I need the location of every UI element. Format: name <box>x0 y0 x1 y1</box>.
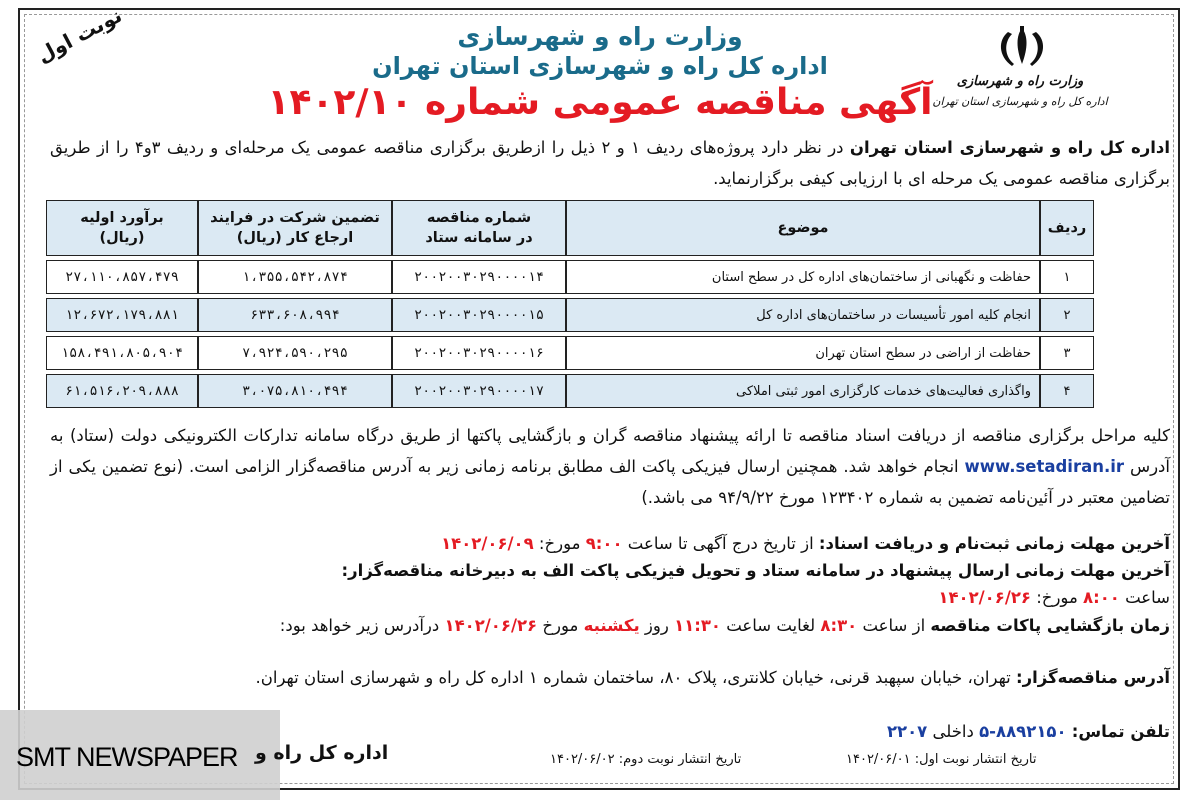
address-text: تهران، خیابان سپهبد قرنی، خیابان کلانتری، پلاک ۸۰، ساختمان شماره ۱ اداره کل راه و شهرسازی استان تهران. <box>255 668 1017 687</box>
row-estimate: ۱۲،۶۷۲،۱۷۹،۸۸۱ <box>46 298 198 332</box>
col-header-tender-number: شماره مناقصه در سامانه ستاد <box>392 200 566 256</box>
opening-label: زمان بازگشایی پاکات مناقصه <box>930 616 1170 635</box>
deadline1-label: آخرین مهلت زمانی ثبت‌نام و دریافت اسناد: <box>818 534 1170 553</box>
row-tender-number: ۲۰۰۲۰۰۳۰۲۹۰۰۰۰۱۶ <box>392 336 566 370</box>
row-estimate: ۱۵۸،۴۹۱،۸۰۵،۹۰۴ <box>46 336 198 370</box>
address-paragraph <box>50 662 1170 693</box>
table-row <box>46 260 1094 294</box>
opening-time2: ۱۱:۳۰ <box>674 616 721 635</box>
col-header-subject: موضوع <box>566 200 1040 256</box>
table-row <box>46 336 1094 370</box>
procedure-text-b: انجام خواهد شد. همچنین ارسال فیزیکی پاکت الف مطابق برنامه زمانی زیر به آدرس مناقصه‌گزار الزامی است. (نوع تضمین یکی از تضامین معتبر در آئین‌نامه تضمین به شماره ۱۲۳۴۰۲ مورخ ۹۴/۹/۲۲ می باشد.) <box>50 457 1170 507</box>
row-subject: حفاظت و نگهبانی از ساختمان‌های اداره کل در سطح استان <box>566 260 1040 294</box>
newspaper-watermark: SMT NEWSPAPER <box>16 742 238 772</box>
footer-org-text: اداره کل راه و <box>255 742 389 764</box>
address-label: آدرس مناقصه‌گزار: <box>1016 668 1170 687</box>
first-issue-badge: نوبت اول <box>32 2 126 68</box>
procedure-text-a: کلیه مراحل برگزاری مناقصه از دریافت اسناد مناقصه تا ارائه پیشنهاد مناقصه گران و بازگشایی پاکتها از طریق درگاه سامانه تدارکات الکترونیکی دولت (ستاد) به آدرس <box>50 426 1170 476</box>
table-row <box>46 374 1094 408</box>
row-number: ۲ <box>1040 298 1094 332</box>
phone-ext-label: داخلی <box>927 722 980 741</box>
deadline2-label: آخرین مهلت زمانی ارسال پیشنهاد در سامانه ستاد و تحویل فیزیکی پاکت الف به دبیرخانه مناقصه‌گزار: <box>341 561 1170 580</box>
deadline1-time: ۹:۰۰ <box>585 534 623 553</box>
row-number: ۱ <box>1040 260 1094 294</box>
row-subject: حفاظت از اراضی در سطح استان تهران <box>566 336 1040 370</box>
deadline2-prefix: ساعت <box>1119 588 1170 607</box>
row-guarantee: ۳،۰۷۵،۸۱۰،۴۹۴ <box>198 374 392 408</box>
opening-day: یکشنبه <box>583 616 640 635</box>
procedure-paragraph <box>50 420 1170 513</box>
intro-org: اداره کل راه و شهرسازی استان تهران <box>849 138 1171 157</box>
deadline1-mid: مورخ: <box>533 534 586 553</box>
setad-url-link[interactable]: www.setadiran.ir <box>964 457 1125 476</box>
table-header-row <box>46 200 1094 256</box>
row-subject: واگذاری فعالیت‌های خدمات کارگزاری امور ثبتی املاکی <box>566 374 1040 408</box>
office-title: اداره کل راه و شهرسازی استان تهران <box>372 52 828 80</box>
opening-t2: لغایت ساعت <box>720 616 821 635</box>
tender-table <box>46 196 1094 412</box>
row-number: ۴ <box>1040 374 1094 408</box>
opening-t1: از ساعت <box>857 616 931 635</box>
intro-paragraph <box>50 132 1170 194</box>
opening-time1: ۸:۳۰ <box>820 616 858 635</box>
deadline2-time: ۸:۰۰ <box>1083 588 1120 607</box>
ministry-title: وزارت راه و شهرسازی <box>457 22 743 51</box>
row-estimate: ۲۷،۱۱۰،۸۵۷،۴۷۹ <box>46 260 198 294</box>
publish-date-second: تاریخ انتشار نوبت دوم: ۱۴۰۲/۰۶/۰۲ <box>550 752 742 767</box>
opening-date: ۱۴۰۲/۰۶/۲۶ <box>444 616 538 635</box>
opening-t5: درآدرس زیر خواهد بود: <box>279 616 445 635</box>
phone-ext: ۲۲۰۷ <box>886 722 928 741</box>
row-estimate: ۶۱،۵۱۶،۲۰۹،۸۸۸ <box>46 374 198 408</box>
row-subject: انجام کلیه امور تأسیسات در ساختمان‌های اداره کل <box>566 298 1040 332</box>
row-tender-number: ۲۰۰۲۰۰۳۰۲۹۰۰۰۰۱۴ <box>392 260 566 294</box>
col-header-row-number: ردیف <box>1040 200 1094 256</box>
logo-ministry-text: وزارت راه و شهرسازی <box>956 74 1084 89</box>
phone-label: تلفن تماس: <box>1071 722 1170 741</box>
deadline1-date: ۱۴۰۲/۰۶/۰۹ <box>441 534 534 553</box>
opening-t4: مورخ <box>537 616 584 635</box>
deadline2-date: ۱۴۰۲/۰۶/۲۶ <box>938 588 1031 607</box>
row-guarantee: ۷،۹۲۴،۵۹۰،۲۹۵ <box>198 336 392 370</box>
phone-number: ۸۸۹۲۱۵۰-۵ <box>979 722 1067 741</box>
opening-t3: روز <box>639 616 675 635</box>
deadline1-text: از تاریخ درج آگهی تا ساعت <box>622 534 819 553</box>
col-header-guarantee: تضمین شرکت در فرایند ارجاع کار (ریال) <box>198 200 392 256</box>
row-guarantee: ۶۳۳،۶۰۸،۹۹۴ <box>198 298 392 332</box>
row-guarantee: ۱،۳۵۵،۵۴۲،۸۷۴ <box>198 260 392 294</box>
publish-date-first: تاریخ انتشار نوبت اول: ۱۴۰۲/۰۶/۰۱ <box>846 752 1037 767</box>
iran-emblem-icon <box>982 24 1062 70</box>
row-tender-number: ۲۰۰۲۰۰۳۰۲۹۰۰۰۰۱۷ <box>392 374 566 408</box>
row-number: ۳ <box>1040 336 1094 370</box>
deadline2-mid: مورخ: <box>1031 588 1084 607</box>
table-row <box>46 298 1094 332</box>
col-header-estimate: برآورد اولیه (ریال) <box>46 200 198 256</box>
row-tender-number: ۲۰۰۲۰۰۳۰۲۹۰۰۰۰۱۵ <box>392 298 566 332</box>
deadline-submission-time <box>50 582 1170 613</box>
opening-paragraph <box>50 610 1170 641</box>
logo-office-text: اداره کل راه و شهرسازی استان تهران <box>932 95 1108 108</box>
tender-title: آگهی مناقصه عمومی شماره ۱۴۰۲/۱۰ <box>267 82 933 123</box>
intro-text: در نظر دارد پروژه‌های ردیف ۱ و ۲ ذیل را ازطریق برگزاری مناقصه عمومی یک مرحله‌ای و ردیف ۳و۴ را از طریق برگزاری مناقصه عمومی یک مرحله ای با ارزیابی کیفی برگزارنماید. <box>50 138 1170 188</box>
